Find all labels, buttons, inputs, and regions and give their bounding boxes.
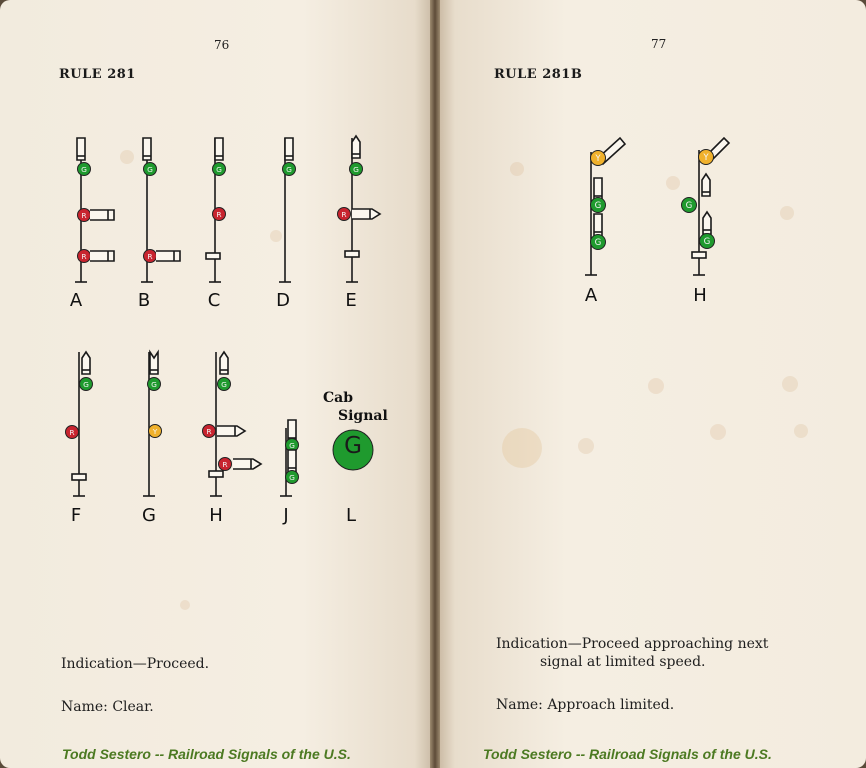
name-text-right: Name: Approach limited. (496, 697, 675, 713)
signal-d-light-1-letter: G (286, 165, 292, 175)
signal-a-arm-1 (90, 210, 114, 220)
signal-h-light-2 (203, 425, 216, 438)
indication-text-left: Indication—Proceed. (61, 656, 210, 672)
signal-h-stub (209, 471, 223, 477)
signal-h-arm-1 (217, 426, 245, 436)
signal-right-h-light-3 (700, 234, 715, 249)
signal-b-arm (156, 251, 180, 261)
signal-c-light-1-letter: G (216, 165, 222, 175)
cab-signal-light-letter: G (344, 433, 362, 460)
signal-f (66, 352, 93, 496)
signal-right-a-light-1 (591, 151, 606, 166)
signal-h-light-3-letter: R (222, 460, 228, 470)
signal-b-light-2 (144, 250, 157, 263)
signal-c-stub (206, 253, 220, 259)
footer-credit-left: Todd Sestero -- Railroad Signals of the U.S. (62, 746, 351, 762)
signal-h-light-3 (219, 458, 232, 471)
signal-label-d: D (276, 290, 290, 311)
signal-a-arm-2 (90, 251, 114, 261)
signal-j (280, 420, 299, 496)
signal-b (141, 138, 180, 282)
signal-right-a-light-3 (591, 235, 606, 250)
signal-c-light-1 (213, 163, 226, 176)
signal-e-light-1 (350, 163, 363, 176)
signal-f-light-1 (80, 378, 93, 391)
signal-h-light-1-letter: G (221, 380, 227, 390)
signal-b-light-2-letter: R (147, 252, 153, 262)
signal-f-light-1-letter: G (83, 380, 89, 390)
page-number-left: 76 (214, 38, 230, 52)
signal-a-light-3-letter: R (81, 252, 87, 262)
cab-signal-light (333, 430, 373, 470)
signal-label-j: J (283, 505, 289, 526)
signal-d-light-1 (283, 163, 296, 176)
indication-text-right-line2: signal at limited speed. (540, 654, 706, 670)
signal-right-h-light-1 (699, 150, 714, 165)
signal-e-arm (352, 209, 380, 219)
signal-right-h-light-2-letter: G (685, 201, 693, 212)
signal-e (338, 136, 381, 282)
signal-right-h-stub (692, 252, 706, 258)
signal-j-light-1-letter: G (289, 441, 295, 451)
signal-right-a-light-1-letter: Y (595, 154, 601, 165)
signal-c-light-2-letter: R (216, 210, 222, 220)
signal-label-right-a: A (584, 285, 598, 306)
signal-e-light-2-letter: R (341, 210, 347, 220)
signal-j-light-2 (286, 471, 299, 484)
footer-credit-right: Todd Sestero -- Railroad Signals of the U.S. (483, 746, 772, 762)
signal-right-a (585, 138, 625, 275)
name-text-left: Name: Clear. (61, 699, 154, 715)
signal-right-h-light-3-letter: G (703, 237, 711, 248)
signal-right-a-light-2 (591, 198, 606, 213)
signal-a-light-1-letter: G (81, 165, 87, 175)
signal-e-light-1-letter: G (353, 165, 359, 175)
signal-a-light-3 (78, 250, 91, 263)
signal-f-light-2-letter: R (69, 428, 75, 438)
signal-label-g: G (142, 505, 156, 526)
signal-label-right-h: H (693, 285, 707, 306)
signal-a-light-2-letter: R (81, 211, 87, 221)
signal-a (75, 138, 114, 282)
signal-g-light-2 (149, 425, 162, 438)
rule-title-left: RULE 281 (59, 67, 136, 82)
signal-right-h (682, 138, 730, 275)
signal-b-light-1-letter: G (147, 165, 153, 175)
signal-label-a: A (69, 290, 83, 311)
signal-c (206, 138, 226, 282)
signal-h-light-1 (218, 378, 231, 391)
page-number-right: 77 (651, 37, 667, 51)
signal-label-h: H (209, 505, 223, 526)
signal-f-light-2 (66, 426, 79, 439)
signal-right-h-light-1-letter: Y (703, 153, 709, 164)
signal-label-b: B (137, 290, 151, 311)
indication-text-right-line1: Indication—Proceed approaching next (496, 636, 769, 652)
signal-e-light-2 (338, 208, 351, 221)
signal-right-h-light-2 (682, 198, 697, 213)
signal-right-a-light-2-letter: G (594, 201, 602, 212)
signal-g (143, 352, 162, 496)
signal-f-stub (72, 474, 86, 480)
cab-signal-title: Cab (323, 390, 354, 406)
signal-label-e: E (345, 290, 357, 311)
signal-h-arm-2 (233, 459, 261, 469)
signal-h-light-2-letter: R (206, 427, 212, 437)
signal-b-light-1 (144, 163, 157, 176)
signal-c-light-2 (213, 208, 226, 221)
cab-signal-subtitle: Signal (338, 408, 388, 424)
signal-j-light-2-letter: G (289, 473, 295, 483)
signal-label-f: F (70, 505, 82, 526)
signal-g-light-1 (148, 378, 161, 391)
signal-a-light-2 (78, 209, 91, 222)
signal-label-l: L (345, 505, 357, 526)
signal-h (203, 352, 262, 496)
signal-right-a-light-3-letter: G (594, 238, 602, 249)
signal-label-c: C (207, 290, 221, 311)
rule-title-right: RULE 281B (494, 67, 583, 82)
signal-e-stub (345, 251, 359, 257)
signal-a-light-1 (78, 163, 91, 176)
signal-g-light-2-letter: Y (152, 427, 158, 437)
signal-d (279, 138, 296, 282)
signal-g-light-1-letter: G (151, 380, 157, 390)
